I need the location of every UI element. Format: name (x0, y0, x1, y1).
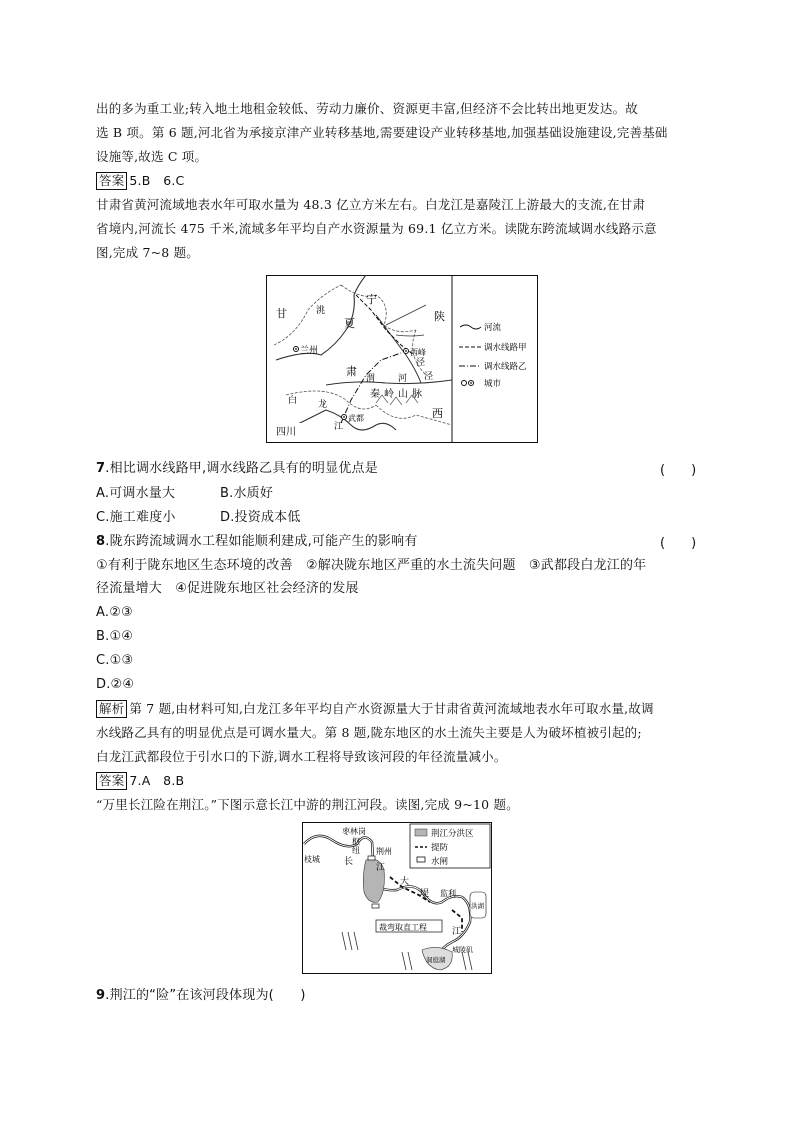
label-di: 堤 (420, 889, 430, 899)
label-xia: 夏 (344, 317, 355, 330)
sluice-south (372, 904, 379, 908)
legend-flood: 荆江分洪区 (431, 829, 474, 839)
answer-tag: 答案 (96, 172, 127, 190)
label-niu: 纽 (352, 846, 360, 855)
legend-route-b: 调水线路乙 (484, 362, 527, 372)
label-jianli: 监利 (440, 889, 456, 898)
question-8-number: 8 (96, 534, 106, 549)
label-jingzhou: 荆州 (376, 847, 392, 856)
legend-river: 河流 (484, 323, 502, 333)
label-shan-mountain: 山 (398, 389, 408, 400)
map-jingjiang-section (302, 822, 492, 978)
question-9-number: 9 (96, 988, 106, 1003)
legend-city: 城市 (484, 379, 502, 389)
label-zaolin: 枣林岗 (342, 827, 366, 836)
legend-sluice-symbol (417, 857, 425, 862)
passage1-line-1: 甘肃省黄河流域地表水年可取水量为 48.3 亿立方米左右。白龙江是嘉陵江上游最大的支流,在甘肃 (96, 197, 646, 212)
label-honghu: 洪湖 (471, 902, 484, 910)
label-qin: 秦 (370, 389, 380, 400)
label-shu: 枢 (352, 837, 360, 846)
passage2-line-1: “万里长江险在荆江。”下图示意长江中游的荆江河段。读图,完成 9~10 题。 (96, 797, 519, 812)
question-8-option-b: B.①④ (96, 629, 134, 644)
analysis-7-8-line-1: 解析 第 7 题,由材料可知,白龙江多年平均自产水资源量大于甘肃省黄河流域地表水年可取水量,故调 (96, 699, 654, 719)
sluice-north (368, 856, 375, 860)
question-8-option-a: A.②③ (96, 605, 133, 620)
legend-city-symbol (462, 381, 467, 386)
legend-sluice: 水闸 (431, 857, 449, 867)
question-7-option-d: D.投资成本低 (220, 510, 301, 525)
label-jiang: 江 (334, 422, 344, 432)
question-9-stem (96, 986, 306, 1006)
question-8-stem (96, 532, 418, 552)
label-da: 大 (400, 877, 410, 887)
answer-5-6 (96, 171, 184, 191)
answer-text: 7.A 8.B (129, 773, 185, 788)
label-xi: 西 (432, 407, 443, 420)
label-lanzhou: 兰州 (300, 346, 319, 356)
question-8-text: .陇东跨流域调水工程如能顺利建成,可能产生的影响有 (105, 534, 418, 549)
analysis-tag: 解析 (96, 700, 127, 718)
map-longdong-water-transfer (266, 275, 538, 447)
label-caiwan: 裁弯取直工程 (379, 923, 427, 932)
label-jing-1: 泾 (416, 358, 426, 368)
question-7-answer-slot: ( ) (660, 463, 697, 478)
intro-line-3: 设施等,故选 C 项。 (96, 149, 208, 164)
question-7-number: 7 (96, 461, 106, 476)
answer-tag: 答案 (96, 772, 127, 790)
label-wei: 渭 (366, 374, 376, 384)
question-7-option-a: A.可调水量大 (96, 486, 176, 501)
label-chenglingji: 城陵矶 (452, 946, 473, 954)
legend-flood-symbol (415, 829, 427, 836)
question-7-option-b: B.水质好 (220, 486, 274, 501)
intro-line-2: 选 B 项。第 6 题,河北省为承接京津产业转移基地,需要建设产业转移基地,加强基础设施建设,完善基础 (96, 125, 668, 140)
legend-route-a: 调水线路甲 (484, 343, 527, 353)
analysis-7-8-line-3: 白龙江武都段位于引水口的下游,调水工程将导致该河段的年径流量减小。 (96, 749, 507, 764)
label-bai: 白 (288, 396, 298, 406)
label-ling: 岭 (384, 389, 394, 400)
label-sichuan: 四川 (276, 427, 296, 438)
label-su: 肃 (346, 365, 357, 378)
question-7-stem (96, 459, 378, 479)
question-7-option-c: C.施工难度小 (96, 510, 176, 525)
label-ning: 宁 (366, 293, 377, 306)
label-mai: 脉 (412, 389, 422, 400)
question-7-text: .相比调水线路甲,调水线路乙具有的明显优点是 (105, 461, 378, 476)
question-8-answer-slot: ( ) (660, 536, 697, 551)
label-jing-2: 泾 (424, 372, 434, 382)
label-zhicheng: 枝城 (304, 855, 320, 864)
label-dongting: 洞庭湖 (426, 956, 446, 964)
map2-svg (302, 822, 492, 974)
question-8-option-d: D.②④ (96, 677, 135, 692)
label-tao: 洮 (316, 306, 326, 316)
question-9-text: .荆江的“险”在该河段体现为( ) (105, 988, 306, 1003)
question-8-items-2: 径流量增大 ④促进陇东地区社会经济的发展 (96, 581, 359, 596)
intro-line-1: 出的多为重工业;转入地土地租金较低、劳动力廉价、资源更丰富,但经济不会比转出地更发达。故 (96, 101, 638, 116)
passage1-line-3: 图,完成 7~8 题。 (96, 245, 199, 260)
label-shan: 陕 (434, 310, 445, 323)
map1-svg (266, 275, 538, 443)
label-xifeng: 西峰 (410, 348, 426, 357)
legend-levee: 提防 (431, 843, 449, 853)
label-wudu: 武都 (348, 414, 364, 423)
label-chang: 长 (344, 857, 354, 867)
label-long: 龙 (318, 400, 328, 410)
label-jiang-2: 江 (452, 927, 462, 937)
analysis-7-8-line-2: 水线路乙具有的明显优点是可调水量大。第 8 题,陇东地区的水土流失主要是人为破坏植被引起的; (96, 725, 642, 740)
answer-7-8 (96, 771, 184, 791)
label-jiang: 江 (376, 863, 386, 873)
passage1-line-2: 省境内,河流长 475 千米,流域多年平均自产水资源量为 69.1 亿立方米。读陇东跨流域调水线路示意 (96, 221, 657, 236)
question-8-option-c: C.①③ (96, 653, 134, 668)
question-8-items-1: ①有利于陇东地区生态环境的改善 ②解决陇东地区严重的水土流失问题 ③武都段白龙江的年 (96, 558, 647, 573)
label-he: 河 (398, 374, 408, 384)
answer-text: 5.B 6.C (129, 173, 185, 188)
label-gan: 甘 (276, 307, 287, 320)
